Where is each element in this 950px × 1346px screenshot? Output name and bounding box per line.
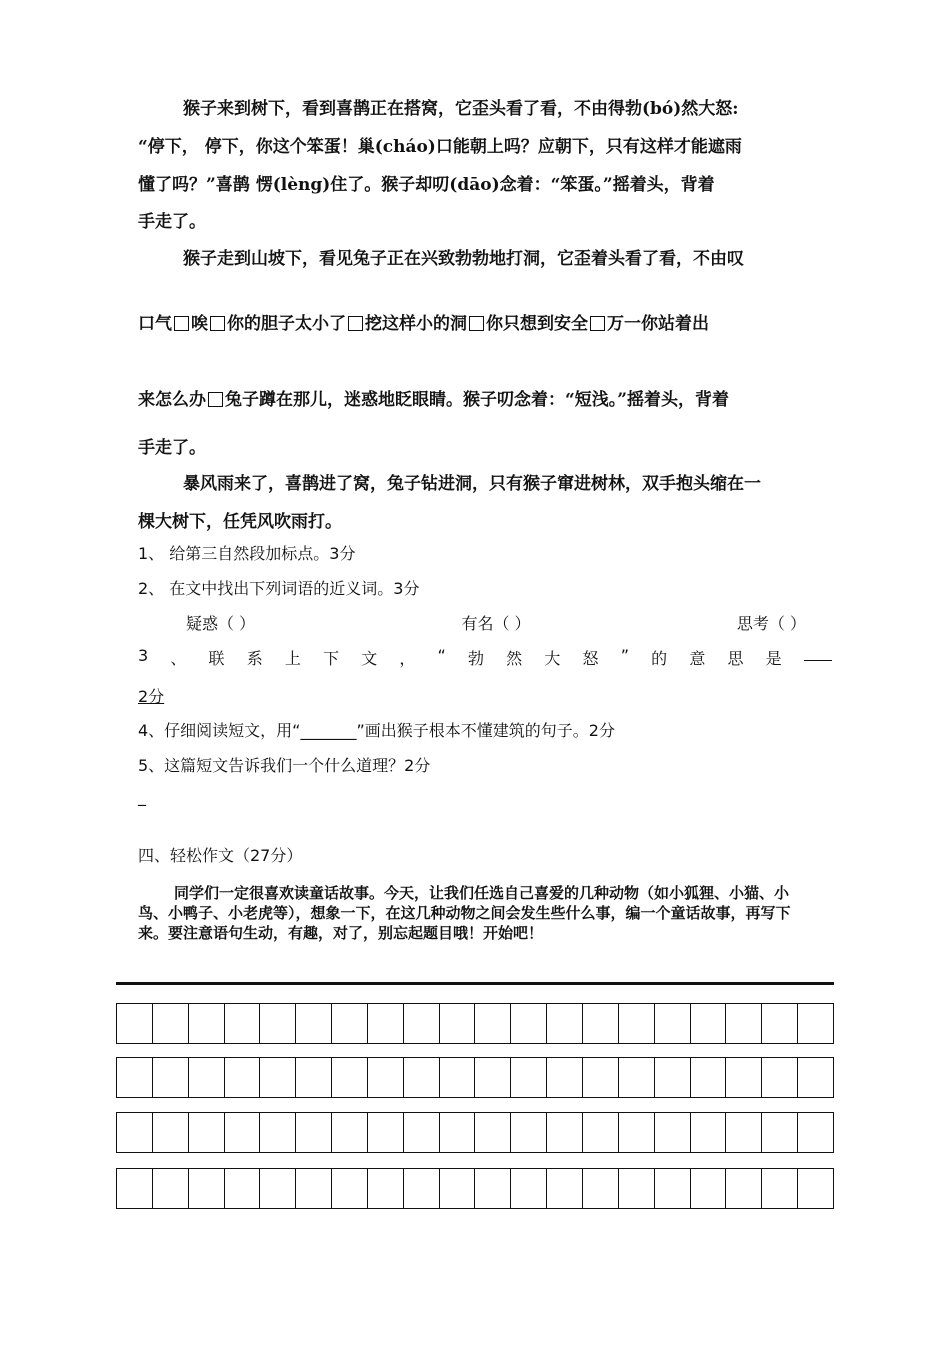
question-3-score: 2分 bbox=[138, 687, 165, 706]
question-4: 4、仔细阅读短文，用“_______”画出猴子根本不懂建筑的句子。2分 bbox=[138, 721, 615, 740]
passage-p2-line2: 口气 唉 你的胆子太小了 挖这样小的洞 你只想到安全 万一你站着出 bbox=[138, 314, 709, 334]
punctuation-box[interactable] bbox=[590, 316, 605, 331]
question-2-words bbox=[186, 611, 806, 634]
essay-prompt: 同学们一定很喜欢读童话故事。今天，让我们任选自己喜爱的几种动物（如小狐狸、小猫、小鸟、小鸭子、小老虎等），想象一下，在这几种动物之间会发生些什么事，编一个童话故事，再写下来。要注意语句生动，有趣，对了，别忘起题目哦！开始吧！ bbox=[138, 884, 791, 942]
writing-grid-row[interactable] bbox=[116, 1057, 834, 1098]
punctuation-box[interactable] bbox=[469, 316, 484, 331]
section-4-title: 四、轻松作文（27分） bbox=[138, 846, 303, 865]
passage-p2-line1: 猴子走到山坡下，看见兔子正在兴致勃勃地打洞，它歪着头看了看，不由叹 bbox=[183, 249, 744, 269]
answer-blank[interactable] bbox=[804, 646, 832, 661]
writing-grid-row[interactable] bbox=[116, 1112, 834, 1153]
writing-grid-row[interactable] bbox=[116, 1168, 834, 1209]
passage-p1-line4: 手走了。 bbox=[138, 212, 206, 232]
punctuation-box[interactable] bbox=[208, 392, 223, 407]
passage-p2-line4: 手走了。 bbox=[138, 438, 206, 458]
punctuation-box[interactable] bbox=[210, 316, 225, 331]
punctuation-box[interactable] bbox=[348, 316, 363, 331]
punctuation-box[interactable] bbox=[174, 316, 189, 331]
writing-grid-row[interactable] bbox=[116, 1003, 834, 1044]
divider bbox=[116, 982, 834, 985]
passage-p1-line1: 猴子来到树下，看到喜鹊正在搭窝，它歪头看了看，不由得勃(bó)然大怒: bbox=[183, 99, 739, 119]
passage-p3-line2: 棵大树下，任凭风吹雨打。 bbox=[138, 512, 342, 532]
word-blank-3[interactable]: 思考（ ） bbox=[736, 614, 806, 633]
word-blank-2[interactable]: 有名（ ） bbox=[461, 614, 531, 633]
answer-dash[interactable]: _ bbox=[138, 787, 146, 806]
passage-p1-line2: “停下， 停下，你这个笨蛋！巢(cháo)口能朝上吗？应朝下，只有这样才能遮雨 bbox=[138, 137, 742, 157]
passage-p3-line1: 暴风雨来了，喜鹊进了窝，兔子钻进洞，只有猴子窜进树林，双手抱头缩在一 bbox=[183, 474, 761, 494]
question-2: 2、 在文中找出下列词语的近义词。3分 bbox=[138, 579, 420, 598]
passage-p2-line3: 来怎么办 兔子蹲在那儿，迷惑地眨眼睛。猴子叨念着：“短浅。”摇着头，背着 bbox=[138, 390, 730, 410]
question-5: 5、这篇短文告诉我们一个什么道理？2分 bbox=[138, 756, 431, 775]
question-3: 3 、 联 系 上 下 文 ， “ 勃 然 大 怒 ” 的 意 思 是 bbox=[138, 646, 832, 669]
word-blank-1[interactable]: 疑惑（ ） bbox=[186, 614, 256, 633]
passage-p1-line3: 懂了吗？”喜鹊 愣(lèng)住了。猴子却叨(dāo)念着：“笨蛋。”摇着头，背着 bbox=[138, 175, 715, 195]
question-1: 1、 给第三自然段加标点。3分 bbox=[138, 544, 356, 563]
